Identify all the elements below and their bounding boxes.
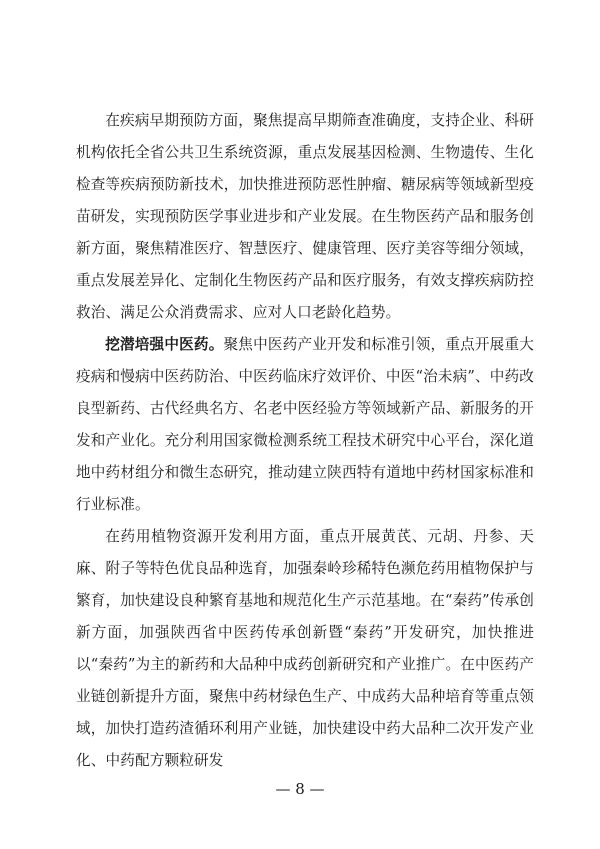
paragraph-text: 在疾病早期预防方面，聚焦提高早期筛查准确度，支持企业、科研机构依托全省公共卫生系统资源，重点发展基因检测、生物遗传、生化检查等疾病预防新技术，加快推进预防恶性肿瘤、糖尿病等领域新型疫苗研发，实现预防医学事业进步和产业发展。在生物医药产品和服务创新方面，聚焦精准医疗、智慧医疗、健康管理、医疗美容等细分领域，重点发展差异化、定制化生物医药产品和医疗服务，有效支撑疾病防控救治、满足公众消费需求、应对人口老龄化趋势。 [76, 112, 534, 321]
paragraph-lead: 挖潜培强中医药。 [105, 336, 224, 353]
document-body [76, 105, 534, 777]
paragraph-text: 在药用植物资源开发利用方面，重点开展黄芪、元胡、丹参、天麻、附子等特色优良品种选育，加强秦岭珍稀特色濒危药用植物保护与繁育，加快建设良种繁育基地和规范化生产示范基地。在“秦药”传承创新方面，加强陕西省中医药传承创新暨“秦药”开发研究，加快推进以“秦药”为主的新药和大品种中成药创新研究和产业推广。在中医药产业链创新提升方面，聚焦中药材绿色生产、中成药大品种培育等重点领域，加快打造药渣循环利用产业链，加快建设中药大品种二次开发产业化、中药配方颗粒研发 [76, 528, 534, 769]
page-number: — 8 — [275, 780, 325, 798]
paragraph-medicinal-plants [76, 521, 534, 777]
paragraph-tcm [76, 329, 534, 521]
paragraph-text: 聚焦中医药产业开发和标准引领，重点开展重大疫病和慢病中医药防治、中医药临床疗效评价、中医“治未病”、中药改良型新药、古代经典名方、名老中医经验方等领域新产品、新服务的开发和产业化。充分利用国家微检测系统工程技术研究中心平台，深化道地中药材组分和微生态研究，推动建立陕西特有道地中药材国家标准和行业标准。 [76, 336, 535, 513]
paragraph-disease-prevention [76, 105, 534, 329]
